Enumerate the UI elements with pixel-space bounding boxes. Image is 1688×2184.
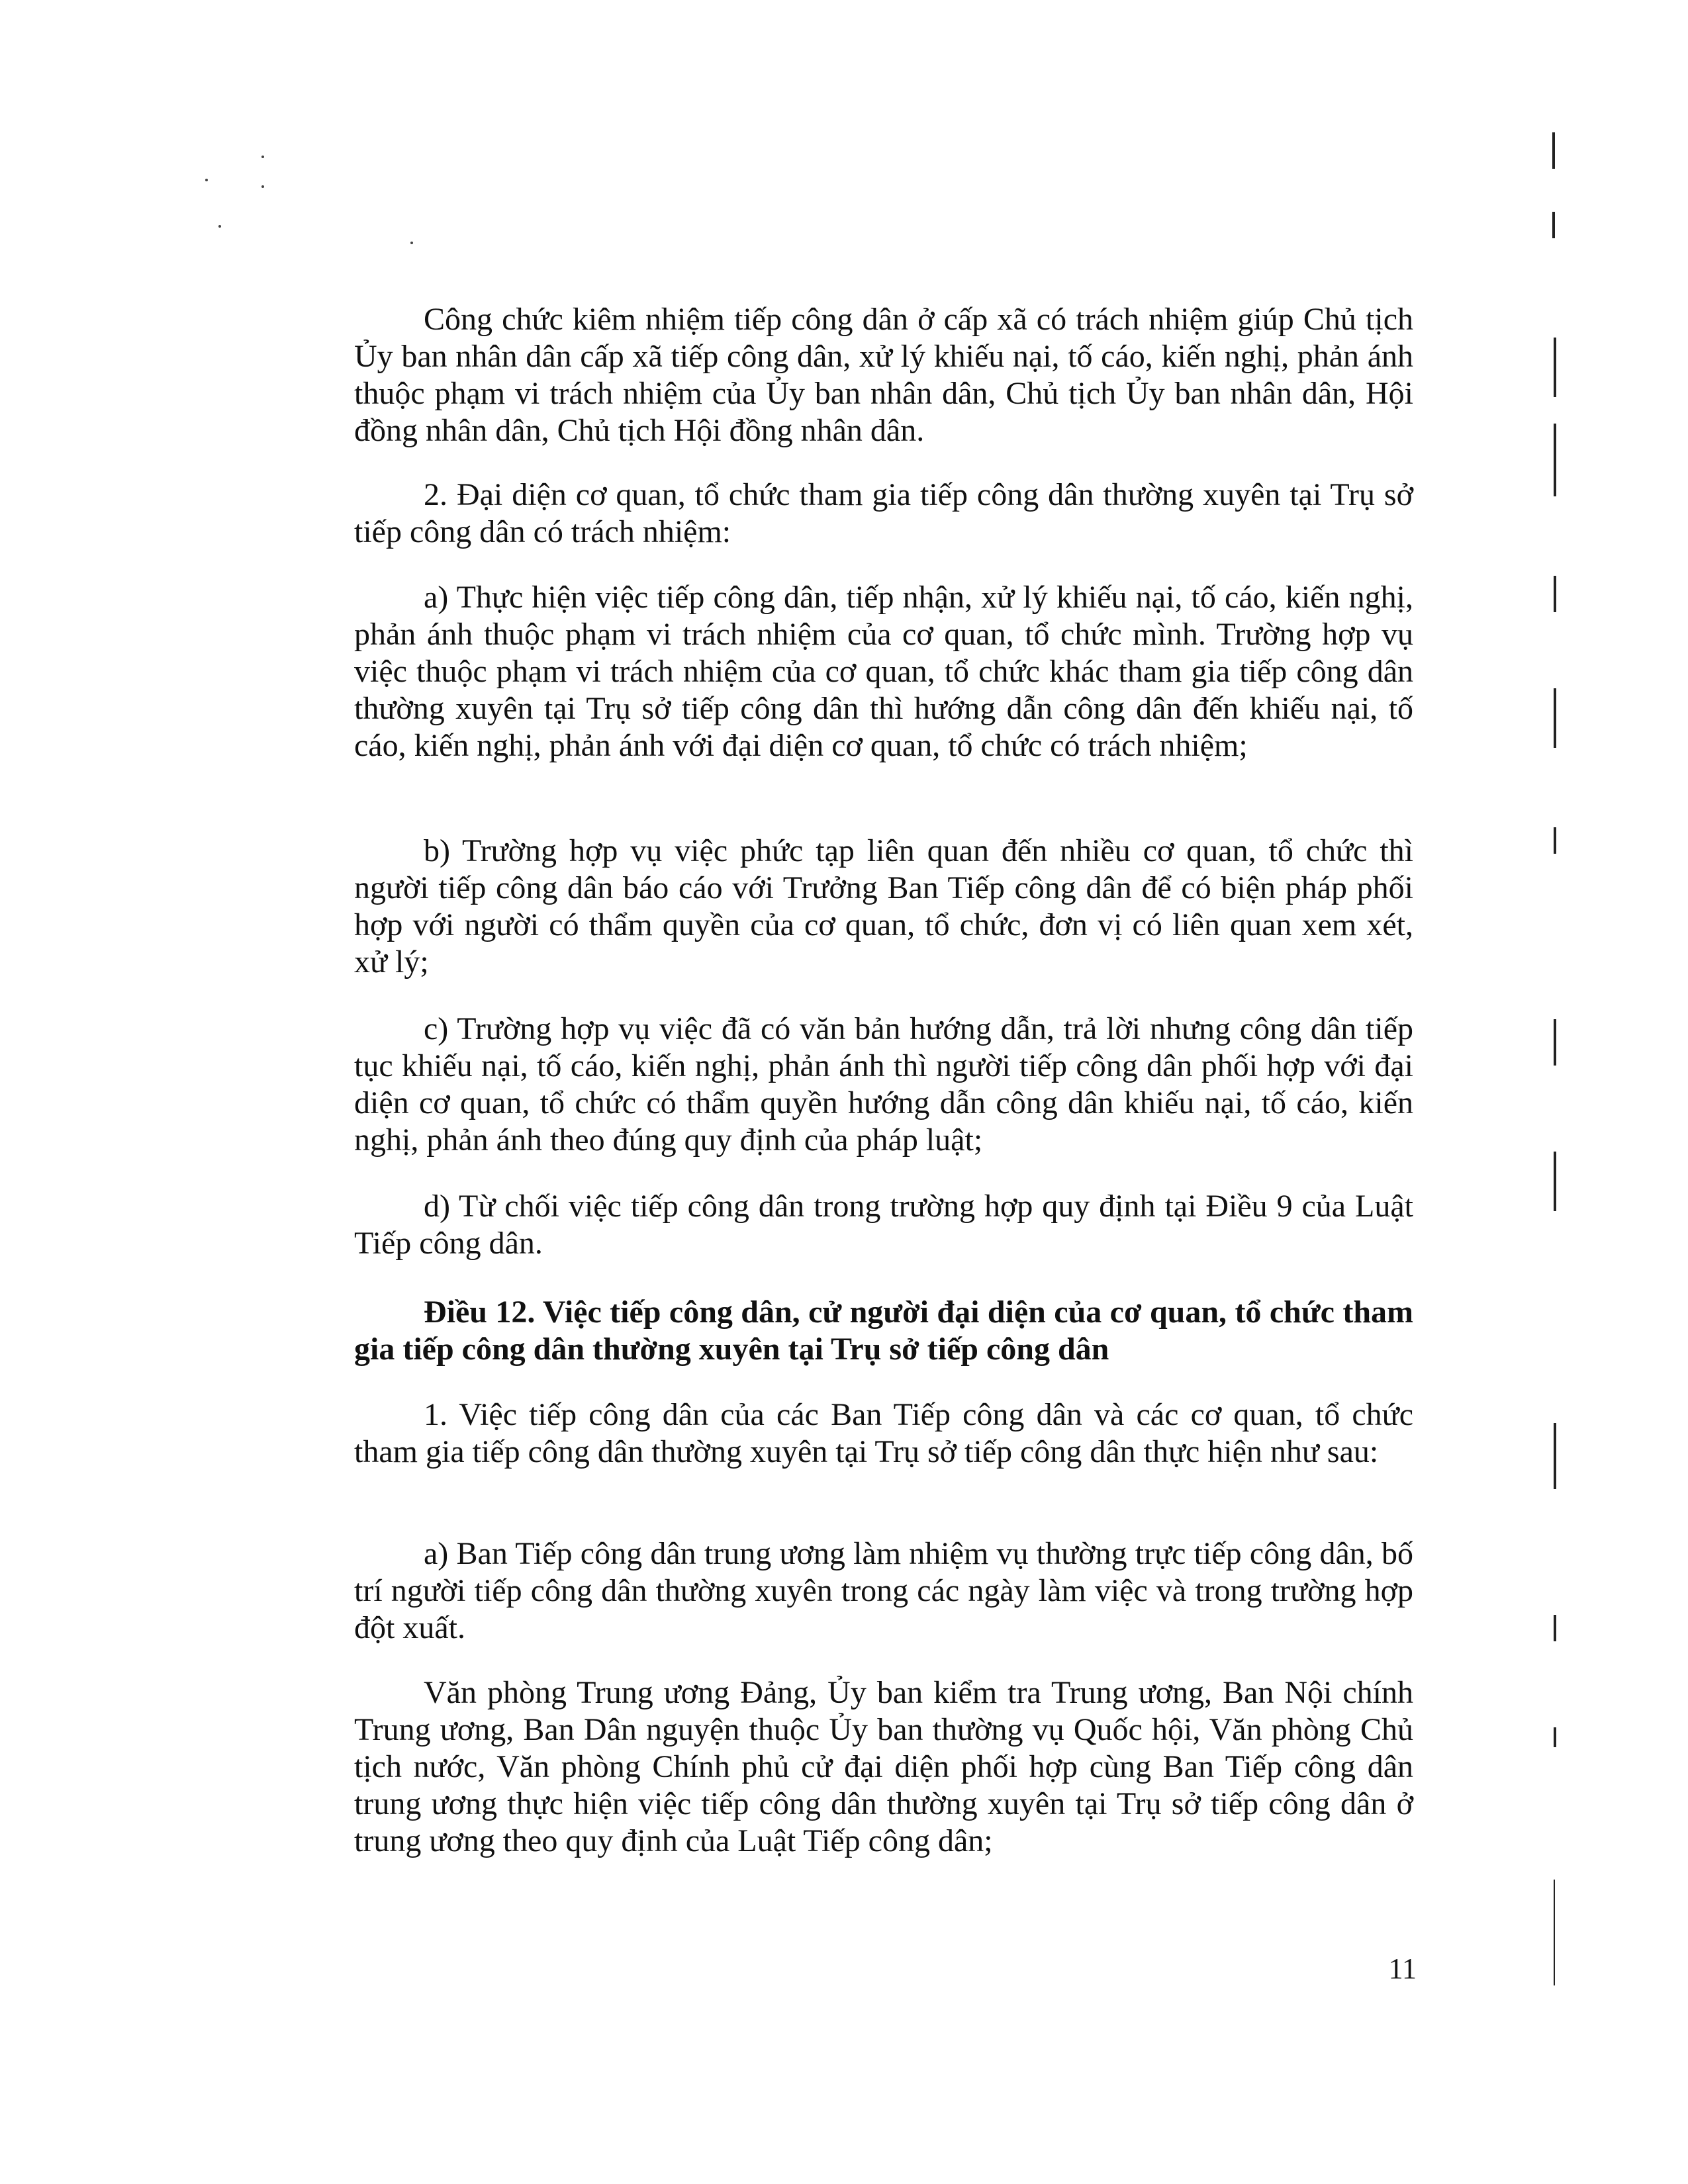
paragraph-item-b: b) Trường hợp vụ việc phức tạp liên quan đến nhiều cơ quan, tổ chức thì người tiếp công dân báo cáo với Trưởng Ban Tiếp công dân để có biện pháp phối hợp với người có thẩm quyền của cơ quan, tổ chức, đơn vị có liên quan xem xét, xử lý; <box>354 833 1413 979</box>
scan-artifact <box>1554 338 1556 397</box>
paragraph-article-12-section-1: 1. Việc tiếp công dân của các Ban Tiếp công dân và các cơ quan, tổ chức tham gia tiếp công dân thường xuyên tại Trụ sở tiếp công dân thực hiện như sau: <box>354 1397 1413 1469</box>
scan-artifact <box>1554 688 1556 748</box>
scan-artifact <box>1554 1880 1555 1985</box>
scan-speck <box>205 179 208 181</box>
scan-speck <box>261 185 264 188</box>
scan-speck <box>218 225 221 228</box>
paragraph-item-d: d) Từ chối việc tiếp công dân trong trường hợp quy định tại Điều 9 của Luật Tiếp công dân. <box>354 1189 1413 1261</box>
scan-artifact <box>1552 132 1555 169</box>
paragraph-item-a: a) Thực hiện việc tiếp công dân, tiếp nhận, xử lý khiếu nại, tố cáo, kiến nghị, phản ánh thuộc phạm vi trách nhiệm của cơ quan, tổ chức mình. Trường hợp vụ việc thuộc phạm vi trách nhiệm của cơ quan, tổ chức khác tham gia tiếp công dân thường xuyên tại Trụ sở tiếp công dân thì hướng dẫn công dân đến khiếu nại, tố cáo, kiến nghị, phản ánh với đại diện cơ quan, tổ chức có trách nhiệm; <box>354 580 1413 763</box>
paragraph-van-phong: Văn phòng Trung ương Đảng, Ủy ban kiểm tra Trung ương, Ban Nội chính Trung ương, Ban Dân nguyện thuộc Ủy ban thường vụ Quốc hội, Văn phòng Chủ tịch nước, Văn phòng Chính phủ cử đại diện phối hợp cùng Ban Tiếp công dân trung ương thực hiện việc tiếp công dân thường xuyên tại Trụ sở tiếp công dân ở trung ương theo quy định của Luật Tiếp công dân; <box>354 1675 1413 1858</box>
scan-artifact <box>1554 1727 1556 1747</box>
scan-speck <box>261 156 264 158</box>
page-number: 11 <box>1388 1952 1417 1985</box>
scan-artifact <box>1554 1423 1556 1489</box>
scan-artifact <box>1552 212 1555 238</box>
scan-artifact <box>1554 1152 1556 1211</box>
scan-artifact <box>1554 424 1556 496</box>
paragraph-section-2: 2. Đại diện cơ quan, tổ chức tham gia tiếp công dân thường xuyên tại Trụ sở tiếp công dân có trách nhiệm: <box>354 477 1413 549</box>
scan-artifact <box>1554 1615 1556 1641</box>
scan-artifact <box>1554 827 1556 854</box>
paragraph-article-12-item-a: a) Ban Tiếp công dân trung ương làm nhiệm vụ thường trực tiếp công dân, bố trí người tiếp công dân thường xuyên trong các ngày làm việc và trong trường hợp đột xuất. <box>354 1536 1413 1645</box>
scan-artifact <box>1554 576 1556 612</box>
article-12-heading: Điều 12. Việc tiếp công dân, cử người đại diện của cơ quan, tổ chức tham gia tiếp công dân thường xuyên tại Trụ sở tiếp công dân <box>354 1295 1413 1367</box>
scan-speck <box>410 242 413 244</box>
paragraph-cong-chuc-kiem-nhiem: Công chức kiêm nhiệm tiếp công dân ở cấp xã có trách nhiệm giúp Chủ tịch Ủy ban nhân dân cấp xã tiếp công dân, xử lý khiếu nại, tố cáo, kiến nghị, phản ánh thuộc phạm vi trách nhiệm của Ủy ban nhân dân, Chủ tịch Ủy ban nhân dân, Hội đồng nhân dân, Chủ tịch Hội đồng nhân dân. <box>354 302 1413 448</box>
paragraph-item-c: c) Trường hợp vụ việc đã có văn bản hướng dẫn, trả lời nhưng công dân tiếp tục khiếu nại, tố cáo, kiến nghị, phản ánh thì người tiếp công dân phối hợp với đại diện cơ quan, tổ chức có thẩm quyền hướng dẫn công dân khiếu nại, tố cáo, kiến nghị, phản ánh theo đúng quy định của pháp luật; <box>354 1011 1413 1158</box>
scan-artifact <box>1554 1019 1556 1066</box>
